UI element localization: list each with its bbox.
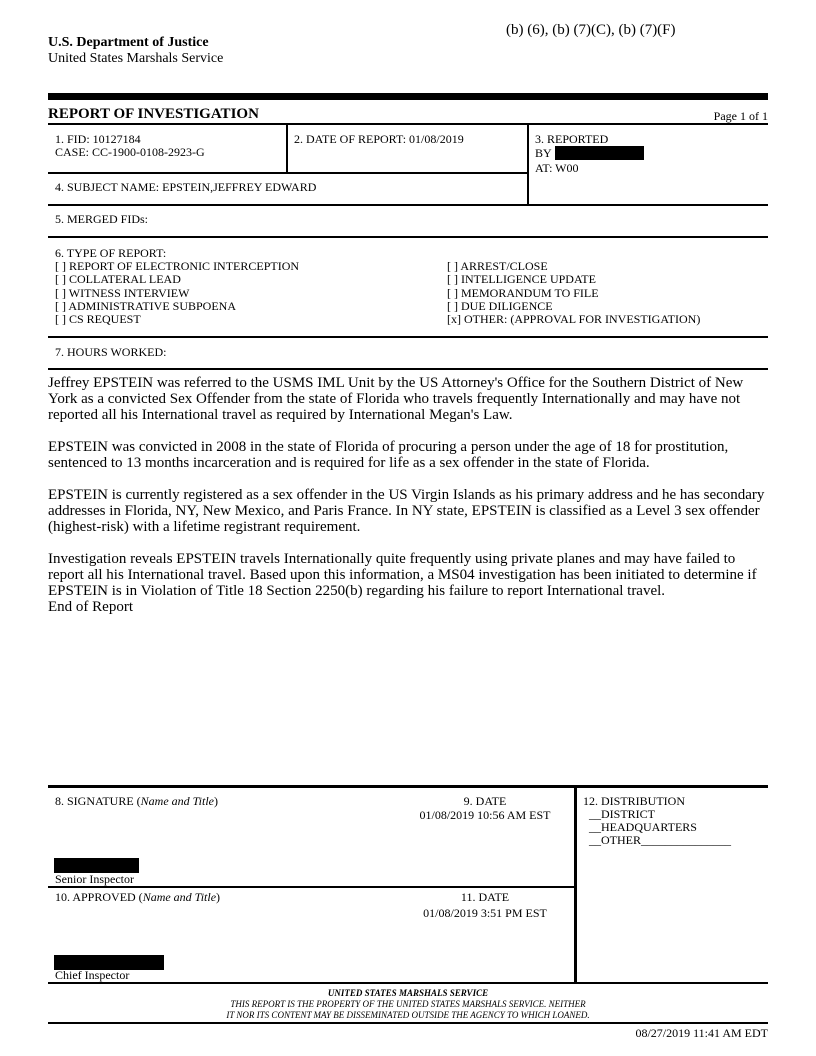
distribution-district: __DISTRICT [589, 807, 655, 821]
approved-date-label: 11. DATE [460, 890, 510, 904]
signature-date-label: 9. DATE [463, 794, 507, 808]
type-option: [ ] COLLATERAL LEAD [55, 272, 181, 286]
approved-label: 10. APPROVED (Name and Title) [55, 890, 221, 904]
narrative-paragraph: EPSTEIN is currently registered as a sex offender in the US Virgin Islands as his primary address and he has secondary addresses in Florida, NY, New Mexico, and Paris France. In NY state, EPSTEIN is classified as a Level 3 sex offender (highest-risk) with a lifetime registrant requirement. [48, 487, 765, 535]
type-option: [ ] ADMINISTRATIVE SUBPOENA [55, 299, 237, 313]
fid-field: 1. FID: 10127184 [55, 132, 141, 146]
footer-disclaimer: IT NOR ITS CONTENT MAY BE DISSEMINATED OUTSIDE THE AGENCY TO WHICH LOANED. [226, 1010, 590, 1020]
type-option: [ ] ARREST/CLOSE [447, 259, 548, 273]
type-option: [ ] DUE DILIGENCE [447, 299, 553, 313]
divider [48, 368, 768, 370]
divider [48, 886, 576, 888]
divider [286, 124, 288, 174]
agency-name: U.S. Department of Justice [48, 35, 209, 50]
signature-block-top [48, 785, 768, 788]
type-option-checked: [x] OTHER: (APPROVAL FOR INVESTIGATION) [447, 312, 701, 326]
type-option: [ ] WITNESS INTERVIEW [55, 286, 190, 300]
divider [574, 786, 577, 983]
footer-agency: UNITED STATES MARSHALS SERVICE [327, 988, 489, 998]
reported-label: 3. REPORTED [535, 132, 609, 146]
signature-date-value: 01/08/2019 10:56 AM EST [419, 808, 551, 822]
divider [48, 204, 768, 206]
narrative-paragraph: Jeffrey EPSTEIN was referred to the USMS IML Unit by the US Attorney's Office for the Southern District of New York as a convicted Sex Offender from the state of Florida who travels frequently Internationally and may have not reported all his International travel as required by International Megan's Law. [48, 375, 744, 423]
service-name: United States Marshals Service [48, 51, 224, 66]
distribution-headquarters: __HEADQUARTERS [589, 820, 697, 834]
divider [48, 982, 768, 984]
report-title: REPORT OF INVESTIGATION [48, 106, 259, 122]
form-top-border [48, 123, 768, 125]
approved-date-value: 01/08/2019 3:51 PM EST [423, 906, 547, 920]
redaction-box [555, 146, 644, 160]
page-number: Page 1 of 1 [713, 109, 768, 123]
bottom-border [48, 1022, 768, 1024]
end-of-report: End of Report [48, 599, 133, 615]
distribution-other: __OTHER_______________ [589, 833, 731, 847]
print-timestamp: 08/27/2019 11:41 AM EDT [635, 1026, 768, 1040]
report-narrative [48, 375, 772, 615]
case-field: CASE: CC-1900-0108-2923-G [55, 145, 205, 159]
redaction-box [54, 858, 139, 873]
signature-label: 8. SIGNATURE (Name and Title) [55, 794, 219, 808]
narrative-paragraph: EPSTEIN was convicted in 2008 in the state of Florida of procuring a person under the age of 18 for prostitution, sentenced to 13 months incarceration and is required for life as a sex offender in the state of Florida. [48, 439, 729, 471]
reported-by-label: BY [535, 146, 552, 160]
merged-fids-field: 5. MERGED FIDs: [55, 212, 149, 226]
divider [527, 124, 529, 206]
signer-title: Senior Inspector [55, 872, 134, 886]
reported-at-field: AT: W00 [535, 161, 579, 175]
foia-exemption-codes: (b) (6), (b) (7)(C), (b) (7)(F) [506, 22, 676, 38]
type-option: [ ] INTELLIGENCE UPDATE [447, 272, 596, 286]
hours-worked-field: 7. HOURS WORKED: [55, 345, 167, 359]
approver-title: Chief Inspector [55, 968, 130, 982]
type-option: [ ] REPORT OF ELECTRONIC INTERCEPTION [55, 259, 300, 273]
type-of-report-label: 6. TYPE OF REPORT: [55, 246, 167, 260]
type-option: [ ] CS REQUEST [55, 312, 141, 326]
date-of-report-field: 2. DATE OF REPORT: 01/08/2019 [294, 132, 464, 146]
footer-notice [48, 988, 768, 1021]
divider [48, 172, 528, 174]
divider [48, 236, 768, 238]
narrative-paragraph: Investigation reveals EPSTEIN travels Internationally quite frequently using private planes and may have failed to report all his International travel. Based upon this information, a MS04 investigation has been initiated to determine if EPSTEIN is in Violation of Title 18 Section 2250(b) regarding his failure to report International travel. [48, 551, 757, 599]
footer-disclaimer: THIS REPORT IS THE PROPERTY OF THE UNITED STATES MARSHALS SERVICE. NEITHER [230, 999, 586, 1009]
subject-name-field: 4. SUBJECT NAME: EPSTEIN,JEFFREY EDWARD [55, 180, 317, 194]
header-bar [48, 93, 768, 100]
divider [48, 336, 768, 338]
distribution-label: 12. DISTRIBUTION [583, 794, 685, 808]
type-option: [ ] MEMORANDUM TO FILE [447, 286, 599, 300]
